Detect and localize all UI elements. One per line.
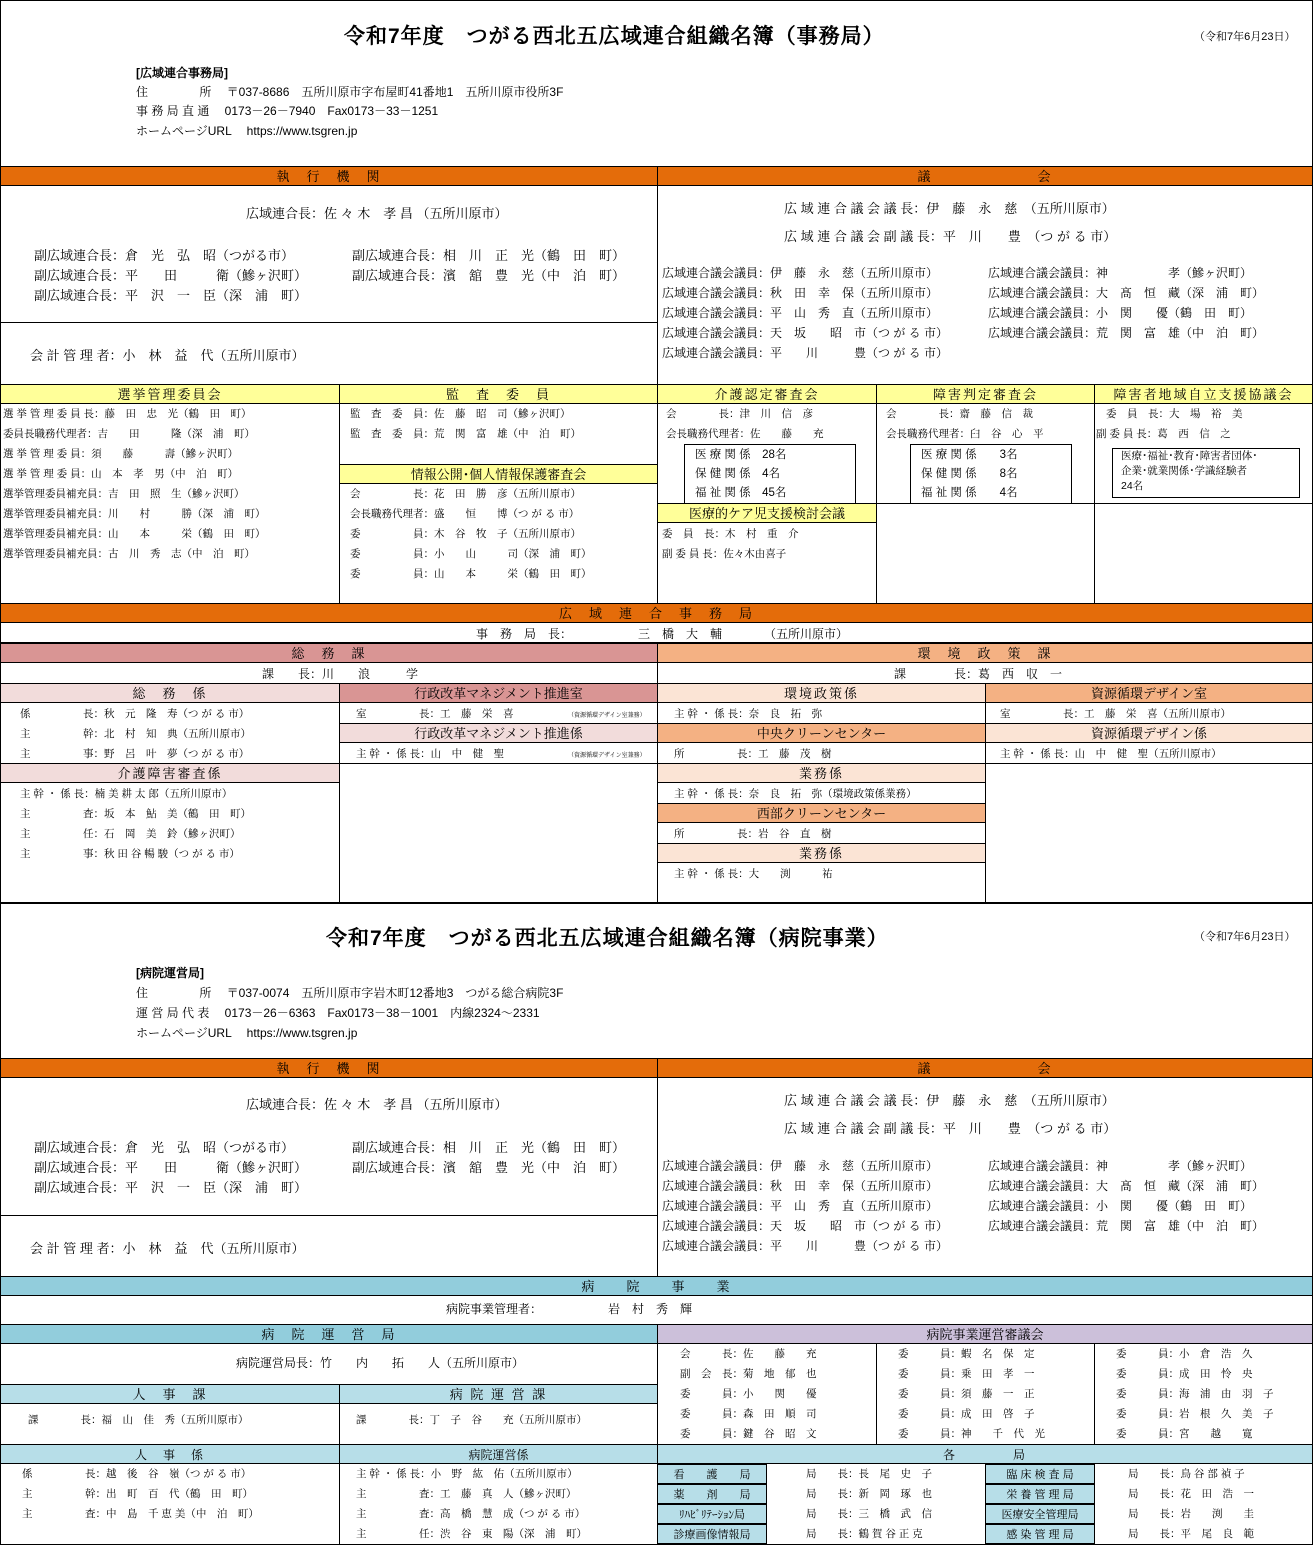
env-staff: 室 長：工 藤 栄 喜（五所川原市） (1000, 708, 1231, 720)
env-sub6-header: 資源循環デザイン室 (985, 683, 1313, 703)
env-header: 環 境 政 策 課 (657, 643, 1313, 663)
vice-chief: 副広域連合長：平 沢 一 臣（深 浦 町） (34, 288, 308, 303)
support-breakdown-line: 24名 (1121, 480, 1144, 492)
review-member: 委 員：海 浦 由 羽 子 (1116, 1388, 1274, 1400)
general-staff-note: （資源循環デザイン室兼務） (568, 753, 646, 759)
phone-1: 事 務 局 直 通 0173－26－7940 Fax0173－33－1251 (136, 104, 439, 118)
divider (339, 683, 340, 903)
divider (985, 763, 1313, 764)
date-1: （令和7年6月23日） (1194, 31, 1296, 43)
election-member: 選挙管理委員補充員：吉 田 照 生（鰺ヶ沢町） (3, 488, 245, 500)
election-member: 選 挙 管 理 委 員：山 本 孝 男（中 泊 町） (3, 468, 239, 480)
support-header: 障害者地域自立支援協議会 (1094, 384, 1313, 404)
divider (657, 186, 658, 384)
hr-sub-header: 人 事 係 (0, 1444, 340, 1464)
divider (657, 1078, 658, 1276)
dept-head: 局 長：新 岡 琢 也 (806, 1488, 932, 1500)
general-chief: 課 長：川 浪 学 (262, 667, 419, 681)
hr-staff: 主 幹：出 町 百 代（鶴 田 町） (22, 1488, 253, 1500)
dept-name: 医療安全管理局 (985, 1504, 1095, 1524)
review-member: 副 会 長：菊 地 郁 也 (680, 1368, 817, 1380)
info-council-member: 会長職務代理者：盛 恒 博（つ が る 市） (350, 508, 580, 520)
council-member: 広域連合議会議員：小 関 優（鶴 田 町） (988, 1199, 1253, 1213)
general-staff-note: （資源循環デザイン室兼務） (568, 713, 646, 719)
council-header-2: 議 会 (657, 1058, 1313, 1078)
general-staff: 主 幹：北 村 知 典（五所川原市） (20, 728, 251, 740)
care-header: 介護認定審査会 (657, 384, 877, 404)
info-council-member: 委 員：小 山 司（深 浦 町） (350, 548, 592, 560)
election-member: 選 挙 管 理 委 員：須 藤 壽（鰺ヶ沢町） (3, 448, 239, 460)
divider (339, 1404, 340, 1545)
vice-chief: 副広域連合長：濱 舘 豊 光（中 泊 町） (352, 268, 626, 283)
address-1: 住 所 〒037-8686 五所川原市字布屋町41番地1 五所川原市役所3F (136, 85, 564, 99)
chief-2: 広域連合長：佐 々 木 孝 昌 （五所川原市） (246, 1097, 508, 1112)
ops-staff: 主 任：渋 谷 東 陽（深 浦 町） (356, 1528, 587, 1540)
ops-staff: 主 査：工 藤 真 人（鰺ヶ沢町） (356, 1488, 577, 1500)
info-council-member: 委 員：木 谷 牧 子（五所川原市） (350, 528, 581, 540)
dept-name: 栄 養 管 理 局 (985, 1484, 1095, 1504)
general-staff: 主 幹 ・ 係 長：楠 美 耕 太 郎（五所川原市） (20, 788, 233, 800)
council-member: 広域連合議会議員：天 坂 昭 市（つ が る 市） (662, 1219, 949, 1233)
general-staff: 室 長：工 藤 栄 喜 (356, 708, 514, 720)
general-staff: 主 査：坂 本 鮎 美（鶴 田 町） (20, 808, 251, 820)
support-breakdown-line: 企業･就業関係･学識経験者 (1121, 465, 1247, 477)
hr-staff: 係 長：越 後 谷 嶺（つ が る 市） (22, 1468, 252, 1480)
council-member: 広域連合議会議員：平 山 秀 直（五所川原市） (662, 1199, 939, 1213)
audit-member: 監 査 委 員：佐 藤 昭 司（鰺ヶ沢町） (350, 408, 571, 420)
council-member: 広域連合議会議員：平 川 豊（つ が る 市） (662, 346, 949, 360)
audit-header: 監 査 委 員 (339, 384, 658, 404)
council-member: 広域連合議会議員：天 坂 昭 市（つ が る 市） (662, 326, 949, 340)
council-member: 広域連合議会議員：伊 藤 永 慈（五所川原市） (662, 266, 939, 280)
dept-name: 看 護 局 (657, 1464, 767, 1484)
exec-header-2: 執 行 機 関 (0, 1058, 658, 1078)
page-title-1: 令和7年度 つがる西北五広域連合組織名簿（事務局） (344, 25, 885, 48)
general-staff: 主 幹 ・ 係 長：山 中 健 聖 (356, 748, 505, 760)
council-member: 広域連合議会議員：平 川 豊（つ が る 市） (662, 1239, 949, 1253)
council-chair-1: 広 域 連 合 議 会 議 長：伊 藤 永 慈 （五所川原市） (784, 201, 1115, 216)
review-member: 委 員：小 倉 浩 久 (1116, 1348, 1253, 1360)
divider (339, 404, 340, 603)
env-staff: 主 幹 ・ 係 長：大 渕 祐 (674, 868, 833, 880)
support-member: 委 員 長：大 場 裕 美 (1106, 408, 1243, 420)
council-member: 広域連合議会議員：秋 田 幸 保（五所川原市） (662, 1179, 939, 1193)
env-sub5-header: 業務係 (657, 843, 986, 863)
vice-chief: 副広域連合長：倉 光 弘 昭（つがる市） (34, 1140, 295, 1155)
divider (985, 683, 986, 903)
bureau-header: 病 院 運 営 局 (0, 1324, 658, 1344)
council-member: 広域連合議会議員：荒 関 富 雄（中 泊 町） (988, 326, 1265, 340)
divider (985, 1464, 986, 1545)
divider (339, 763, 657, 764)
env-sub3-header: 業務係 (657, 763, 986, 783)
env-staff: 主 幹 ・ 係 長：奈 良 拓 弥（環境政策係業務） (674, 788, 917, 800)
info-council-header: 情報公開･個人情報保護審査会 (339, 464, 658, 484)
general-sub2-header: 介護障害審査係 (0, 763, 340, 783)
medcare-member: 委 員 長：木 村 重 介 (662, 528, 799, 540)
env-sub1-header: 環境政策係 (657, 683, 986, 703)
support-breakdown-line: 医療･福祉･教育･障害者団体･ (1121, 450, 1258, 462)
review-member: 会 長：佐 藤 充 (680, 1348, 817, 1360)
care-breakdown-line: 医 療 関 係 28名 (695, 449, 787, 461)
care-breakdown (684, 444, 856, 504)
council-member: 広域連合議会議員：荒 関 富 雄（中 泊 町） (988, 1219, 1265, 1233)
review-header: 病院事業運営審議会 (657, 1324, 1313, 1344)
vice-chief: 副広域連合長：平 田 衛（鰺ヶ沢町） (34, 1160, 308, 1175)
info-council-member: 会 長：花 田 勝 彦（五所川原市） (350, 488, 581, 500)
election-member: 選挙管理委員補充員：古 川 秀 志（中 泊 町） (3, 548, 255, 560)
review-member: 委 員：須 藤 一 正 (898, 1388, 1035, 1400)
address-2: 住 所 〒037-0074 五所川原市字岩木町12番地3 つがる総合病院3F (136, 986, 564, 1000)
election-member: 選 挙 管 理 委 員 長：藤 田 忠 光（鶴 田 町） (3, 408, 252, 420)
disability-breakdown-line: 福 祉 関 係 4名 (921, 487, 1018, 499)
general-sub3-header: 行政改革マネジメント推進室 (339, 683, 658, 703)
council-member: 広域連合議会議員：伊 藤 永 慈（五所川原市） (662, 1159, 939, 1173)
audit-member: 監 査 委 員：荒 関 富 雄（中 泊 町） (350, 428, 581, 440)
info-council-member: 委 員：山 本 栄（鶴 田 町） (350, 568, 592, 580)
ops-staff: 主 幹 ・ 係 長：小 野 紘 佑（五所川原市） (356, 1468, 578, 1480)
depts-header: 各 局 (657, 1444, 1313, 1464)
hr-header: 人 事 課 (0, 1384, 340, 1404)
support-member: 副 委 員 長：葛 西 信 之 (1096, 428, 1231, 440)
hr-staff: 主 査：中 島 千 恵 美（中 泊 町） (22, 1508, 259, 1520)
council-member: 広域連合議会議員：神 孝（鰺ヶ沢町） (988, 1159, 1253, 1173)
council-header-1: 議 会 (657, 166, 1313, 186)
dept-head: 局 長：花 田 浩 一 (1128, 1488, 1254, 1500)
council-member: 広域連合議会議員：小 関 優（鶴 田 町） (988, 306, 1253, 320)
general-staff: 係 長：秋 元 隆 寿（つ が る 市） (20, 708, 250, 720)
divider (0, 322, 658, 323)
phone-2: 運 営 局 代 表 0173－26－6363 Fax0173－38－1001 内線2324～2331 (136, 1006, 540, 1020)
bureau-chief: 病院運営局長：竹 内 拓 人（五所川原市） (236, 1356, 525, 1370)
review-member: 委 員：神 千 代 光 (898, 1428, 1045, 1440)
homepage-1: ホームページURL https://www.tsgren.jp (136, 124, 358, 138)
divider (876, 503, 1313, 504)
dept-head: 局 長：鶴 賀 谷 正 克 (806, 1528, 923, 1540)
exec-header-1: 執 行 機 関 (0, 166, 658, 186)
env-chief: 課 長：葛 西 収 一 (894, 667, 1063, 681)
env-sub2-header: 中央クリーンセンター (657, 723, 986, 743)
review-member: 委 員：鍵 谷 昭 文 (680, 1428, 817, 1440)
council-member: 広域連合議会議員：大 髙 恒 藏（深 浦 町） (988, 286, 1265, 300)
chief-1: 広域連合長：佐 々 木 孝 昌 （五所川原市） (246, 206, 508, 221)
org-name-1: [広域連合事務局] (136, 66, 228, 80)
vice-chief: 副広域連合長：平 田 衛（鰺ヶ沢町） (34, 268, 308, 283)
review-member: 委 員：宮 越 寛 (1116, 1428, 1253, 1440)
review-member: 委 員：蝦 名 保 定 (898, 1348, 1035, 1360)
general-staff: 主 事：野 呂 叶 夢（つ が る 市） (20, 748, 250, 760)
vice-chief: 副広域連合長：相 川 正 光（鶴 田 町） (352, 248, 626, 263)
ops-sub-header: 病院運営係 (339, 1444, 658, 1464)
vice-chief: 副広域連合長：濱 舘 豊 光（中 泊 町） (352, 1160, 626, 1175)
care-breakdown-line: 保 健 関 係 4名 (695, 468, 780, 480)
election-member: 委員長職務代理者：吉 田 隆（深 浦 町） (3, 428, 255, 440)
env-staff: 主 幹 ・ 係 長：奈 良 拓 弥 (674, 708, 823, 720)
review-member: 委 員：乗 田 孝 一 (898, 1368, 1035, 1380)
dept-name: 感 染 管 理 局 (985, 1524, 1095, 1544)
dept-name: ﾘﾊﾋﾞﾘﾃｰｼｮﾝ局 (657, 1504, 767, 1524)
ops-staff: 主 査：高 橋 慧 成（つ が る 市） (356, 1508, 586, 1520)
env-staff: 所 長：工 藤 茂 樹 (674, 748, 832, 760)
election-member: 選挙管理委員補充員：山 本 栄（鶴 田 町） (3, 528, 266, 540)
homepage-2: ホームページURL https://www.tsgren.jp (136, 1026, 358, 1040)
ops-chief: 課 長：丁 子 谷 充（五所川原市） (356, 1414, 587, 1426)
dept-head: 局 長：平 尾 良 範 (1128, 1528, 1254, 1540)
dept-head: 局 長：長 尾 史 子 (806, 1468, 932, 1480)
hospital-header: 病 院 事 業 (0, 1276, 1313, 1296)
divider (1094, 1344, 1095, 1444)
review-member: 委 員：岩 根 久 美 子 (1116, 1408, 1274, 1420)
divider (876, 1344, 877, 1444)
ops-header: 病 院 運 営 課 (339, 1384, 658, 1404)
disability-header: 障害判定審査会 (876, 384, 1095, 404)
council-chair-2: 広 域 連 合 議 会 議 長：伊 藤 永 慈 （五所川原市） (784, 1093, 1115, 1108)
council-member: 広域連合議会議員：大 髙 恒 藏（深 浦 町） (988, 1179, 1265, 1193)
election-header: 選挙管理委員会 (0, 384, 340, 404)
dept-name: 臨 床 検 査 局 (985, 1464, 1095, 1484)
disability-breakdown (910, 444, 1072, 504)
accountant-2: 会 計 管 理 者：小 林 益 代（五所川原市） (30, 1241, 305, 1256)
dept-name: 薬 剤 局 (657, 1484, 767, 1504)
council-vice-2: 広 域 連 合 議 会 副 議 長：平 川 豊 （つ が る 市） (784, 1121, 1117, 1136)
org-name-2: [病院運営局] (136, 966, 204, 980)
vice-chief: 副広域連合長：相 川 正 光（鶴 田 町） (352, 1140, 626, 1155)
disability-breakdown-line: 医 療 関 係 3名 (921, 449, 1018, 461)
council-member: 広域連合議会議員：平 山 秀 直（五所川原市） (662, 306, 939, 320)
review-member: 委 員：小 関 優 (680, 1388, 817, 1400)
review-member: 委 員：成 田 啓 子 (898, 1408, 1035, 1420)
env-sub7-header: 資源循環デザイン係 (985, 723, 1313, 743)
general-sub4-header: 行政改革マネジメント推進係 (339, 723, 658, 743)
medcare-member: 副 委 員 長：佐々木由喜子 (662, 548, 787, 560)
care-member: 会 長：津 川 信 彦 (666, 408, 813, 420)
council-member: 広域連合議会議員：秋 田 幸 保（五所川原市） (662, 286, 939, 300)
office-chief: 事 務 局 長： 三 橋 大 輔 （五所川原市） (476, 627, 849, 641)
date-2: （令和7年6月23日） (1194, 931, 1296, 943)
dept-head: 局 長：岩 渕 圭 (1128, 1508, 1254, 1520)
divider (0, 1215, 658, 1216)
general-staff: 主 事：秋 田 谷 暢 駿（つ が る 市） (20, 848, 240, 860)
office-header: 広 域 連 合 事 務 局 (0, 603, 1313, 623)
dept-name: 診療画像情報局 (657, 1524, 767, 1544)
election-member: 選挙管理委員補充員：川 村 勝（深 浦 町） (3, 508, 266, 520)
hr-chief: 課 長：福 山 佳 秀（五所川原市） (28, 1414, 249, 1426)
accountant-1: 会 計 管 理 者：小 林 益 代（五所川原市） (30, 348, 305, 363)
dept-head: 局 長：三 橋 武 信 (806, 1508, 932, 1520)
support-breakdown (1112, 448, 1300, 498)
care-member: 会長職務代理者：佐 藤 充 (666, 428, 824, 440)
care-breakdown-line: 福 祉 関 係 45名 (695, 487, 787, 499)
env-sub4-header: 西部クリーンセンター (657, 803, 986, 823)
env-staff: 主 幹 ・ 係 長：山 中 健 聖（五所川原市） (1000, 748, 1222, 760)
review-member: 委 員：成 田 怜 央 (1116, 1368, 1253, 1380)
disability-member: 会長職務代理者：臼 谷 心 平 (886, 428, 1044, 440)
page-title-2: 令和7年度 つがる西北五広域連合組織名簿（病院事業） (326, 927, 889, 950)
dept-head: 局 長：鳥 谷 部 禎 子 (1128, 1468, 1245, 1480)
disability-breakdown-line: 保 健 関 係 8名 (921, 468, 1018, 480)
vice-chief: 副広域連合長：平 沢 一 臣（深 浦 町） (34, 1180, 308, 1195)
disability-member: 会 長：齋 藤 信 裁 (886, 408, 1033, 420)
review-member: 委 員：森 田 順 司 (680, 1408, 817, 1420)
general-sub1-header: 総 務 係 (0, 683, 340, 703)
medcare-header: 医療的ケア児支援検討会議 (657, 503, 877, 523)
council-member: 広域連合議会議員：神 孝（鰺ヶ沢町） (988, 266, 1253, 280)
env-staff: 所 長：岩 谷 直 樹 (674, 828, 832, 840)
general-staff: 主 任：石 岡 美 鈴（鰺ヶ沢町） (20, 828, 241, 840)
council-vice-1: 広 域 連 合 議 会 副 議 長：平 川 豊 （つ が る 市） (784, 229, 1117, 244)
vice-chief: 副広域連合長：倉 光 弘 昭（つがる市） (34, 248, 295, 263)
general-header: 総 務 課 (0, 643, 658, 663)
hospital-manager: 病院事業管理者： 岩 村 秀 輝 (446, 1302, 693, 1316)
